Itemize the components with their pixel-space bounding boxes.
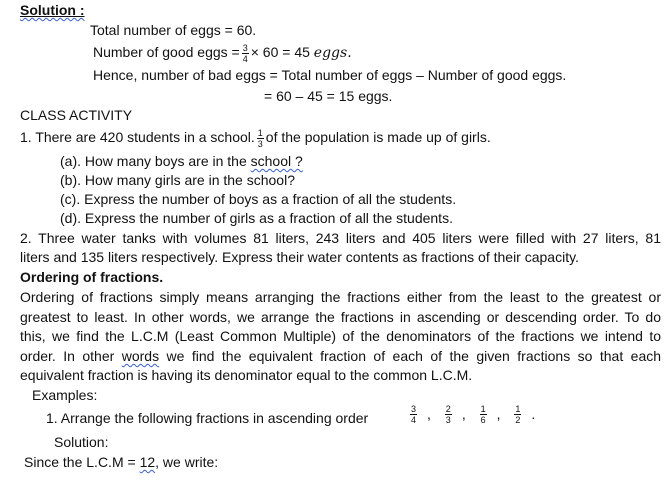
fraction-two-thirds: $\frac{2}{3}$ [445,404,451,425]
ordering-paragraph-line-1: Ordering of fractions simply means arranging the fractions either from the least to the greatest or [20,289,661,305]
fraction-three-quarters: $\frac{3}{4}$ [242,43,248,64]
fraction-separator: , [496,406,501,422]
class-activity-heading: CLASS ACTIVITY [20,107,133,123]
question-1b: (b). How many girls are in the school? [60,172,295,188]
question-2-line-2: liters and 135 liters respectively. Express their water contents as fractions of their capacity. [20,249,579,265]
lcm-statement: Since the L.C.M = 12, we write: [24,454,219,470]
solution-heading: Solution : [20,2,85,18]
fraction-end-period: . [531,406,536,422]
solution-line-good-eggs: Number of good eggs = $\frac{3}{4}$ × 60 = 45 eggs. [93,43,352,64]
ordering-paragraph-line-2: greatest to least. In other words, we arrange the fractions in ascending or descending order. To do [20,309,661,325]
fraction-separator: , [427,406,431,422]
solution-line-total-eggs: Total number of eggs = 60. [90,22,257,38]
ordering-heading: Ordering of fractions. [20,269,164,285]
fraction-separator: , [461,406,466,422]
question-2-line-1: 2. Three water tanks with volumes 81 liters, 243 liters and 405 liters were filled with 27 liters, 81 [20,230,661,246]
fraction-one-sixth: $\frac{1}{6}$ [480,404,486,425]
question-1a: (a). How many boys are in the school ? [60,153,303,169]
ordering-paragraph-line-5: equivalent fraction is having its denominator equal to the common L.C.M. [20,367,473,383]
example-solution-label: Solution: [54,434,109,450]
fraction-three-fourths: $\frac{3}{4}$ [411,404,417,425]
question-1d: (d). Express the number of girls as a fraction of all the students. [60,210,453,226]
fraction-list [408,404,535,434]
question-1: 1. There are 420 students in a school. $\frac{1}{3}$ of the population is made up of girls. [20,128,491,149]
fraction-one-half: $\frac{1}{2}$ [515,404,521,425]
solution-line-bad-eggs: Hence, number of bad eggs = Total number of eggs – Number of good eggs. [93,67,567,83]
example-1: 1. Arrange the following fractions in ascending order [46,410,369,426]
solution-line-result: = 60 – 45 = 15 eggs. [264,88,393,104]
question-1c: (c). Express the number of boys as a fraction of all the students. [60,191,457,207]
fraction-one-third: $\frac{1}{3}$ [257,128,263,149]
ordering-paragraph-line-3: this, we find the L.C.M (Least Common Multiple) of the denominators of the fractions we intend to [20,328,661,344]
ordering-paragraph-line-4: order. In other words we find the equivalent fraction of each of the given fractions so that each [20,348,662,364]
examples-heading: Examples: [32,387,98,403]
